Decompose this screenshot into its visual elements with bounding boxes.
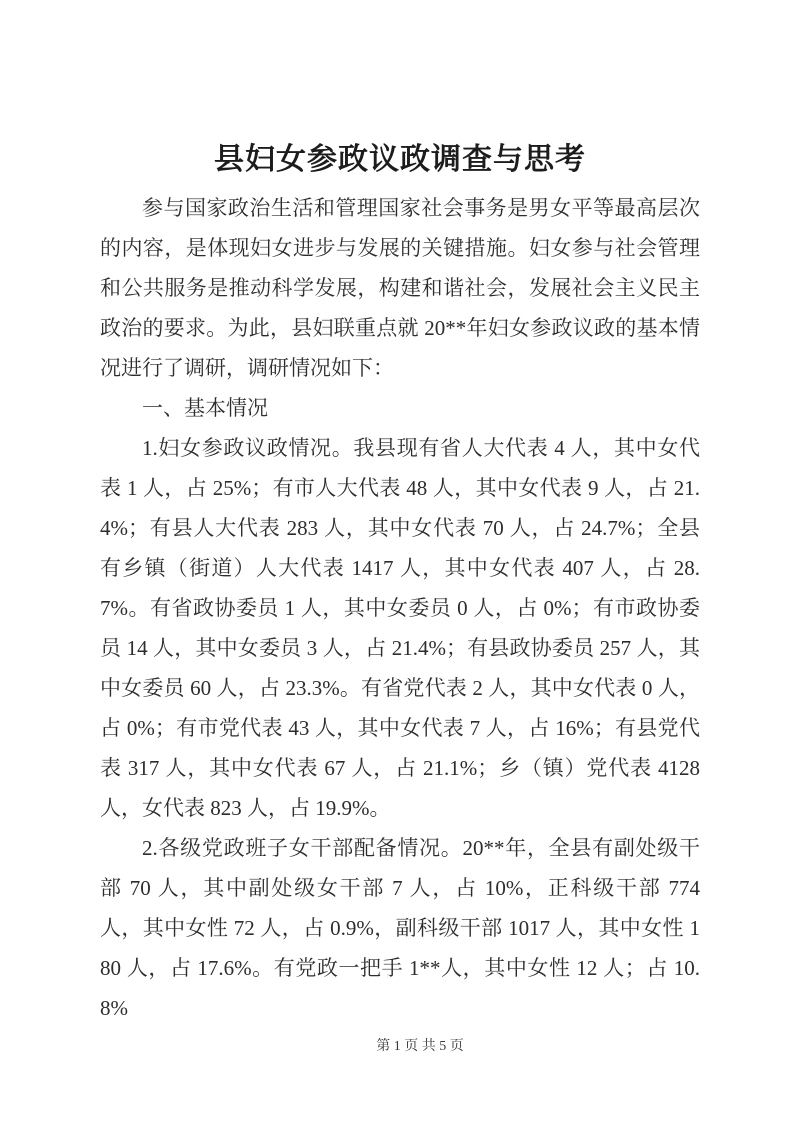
point-1-paragraph: 1.妇女参政议政情况。我县现有省人大代表 4 人，其中女代表 1 人，占 25%；有市人大代表 48 人，其中女代表 9 人，占 21.4%；有县人大代表 283 人，其中女代表 70 人，占 24.7%；全县有乡镇（街道）人大代表 1417 人，其中女代表 407 人，占 28.7%。有省政协委员 1 人，其中女委员 0 人，占 0%；有市政协委员 14 人，其中女委员 3 人，占 21.4%；有县政协委员 257 人，其中女委员 60 人，占 23.3%。有省党代表 2 人，其中女代表 0 人，占 0%；有市党代表 43 人，其中女代表 7 人，占 16%；有县党代表 317 人，其中女代表 67 人，占 21.1%；乡（镇）党代表 4128 人，女代表 823 人，占 19.9%。 (100, 436, 700, 820)
document-title: 县妇女参政议政调查与思考 (214, 143, 586, 176)
page-indicator: 第 1 页 共 5 页 (376, 1039, 464, 1054)
section-heading: 一、基本情况 (142, 396, 268, 420)
page-footer (20, 1036, 800, 1058)
point-2-paragraph: 2.各级党政班子女干部配备情况。20**年，全县有副处级干部 70 人，其中副处级女干部 7 人，占 10%，正科级干部 774 人，其中女性 72 人，占 0.9%，副科级干部 1017 人，其中女性 180 人，占 17.6%。有党政一把手 1**人，其中女性 12 人；占 10.8% (100, 836, 700, 1020)
intro-paragraph: 参与国家政治生活和管理国家社会事务是男女平等最高层次的内容，是体现妇女进步与发展的关键措施。妇女参与社会管理和公共服务是推动科学发展，构建和谐社会，发展社会主义民主政治的要求。为此，县妇联重点就 20**年妇女参政议政的基本情况进行了调研，调研情况如下： (100, 196, 700, 380)
document-body (100, 188, 700, 1028)
